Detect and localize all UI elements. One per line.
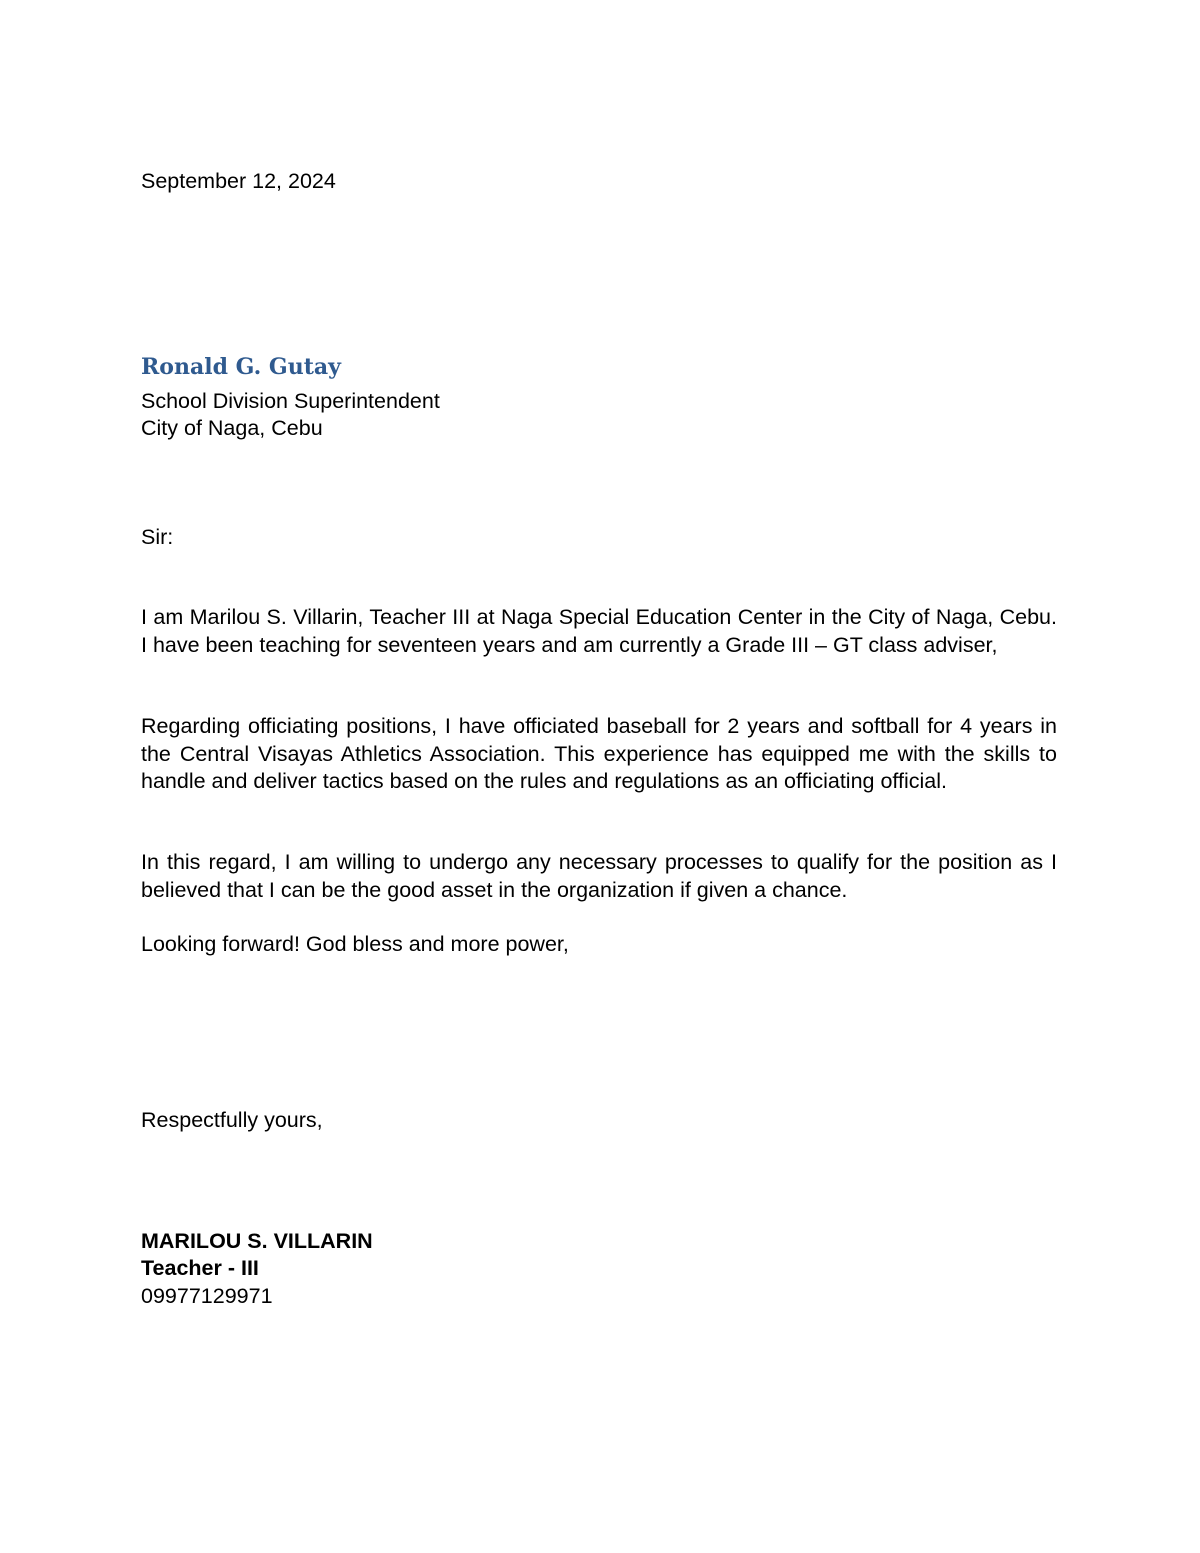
body-paragraph-request: In this regard, I am willing to undergo any necessary processes to qualify for the position as I believed that I can be the good asset in the organization if given a chance.: [141, 850, 1057, 902]
signature-phone: 09977129971: [141, 1284, 273, 1308]
signature-position: Teacher - III: [141, 1256, 259, 1280]
recipient-name: Ronald G. Gutay: [141, 354, 341, 380]
body-paragraph-intro: I am Marilou S. Villarin, Teacher III at Naga Special Education Center in the City of Naga, Cebu. I have been teaching for seventeen years and am currently a Grade III – GT class adviser,: [141, 605, 1057, 657]
body-paragraph-closing-remark: Looking forward! God bless and more power,: [141, 932, 569, 956]
recipient-location: City of Naga, Cebu: [141, 416, 323, 440]
complimentary-close: Respectfully yours,: [141, 1108, 323, 1132]
letter-date: September 12, 2024: [141, 169, 336, 193]
signature-name: MARILOU S. VILLARIN: [141, 1229, 373, 1253]
body-paragraph-experience: Regarding officiating positions, I have officiated baseball for 2 years and softball for 4 years in the Central Visayas Athletics Association. This experience has equipped me with the skills to handle and deliver tactics based on the rules and regulations as an officiating official.: [141, 714, 1057, 793]
salutation: Sir:: [141, 525, 174, 549]
recipient-title: School Division Superintendent: [141, 389, 440, 413]
